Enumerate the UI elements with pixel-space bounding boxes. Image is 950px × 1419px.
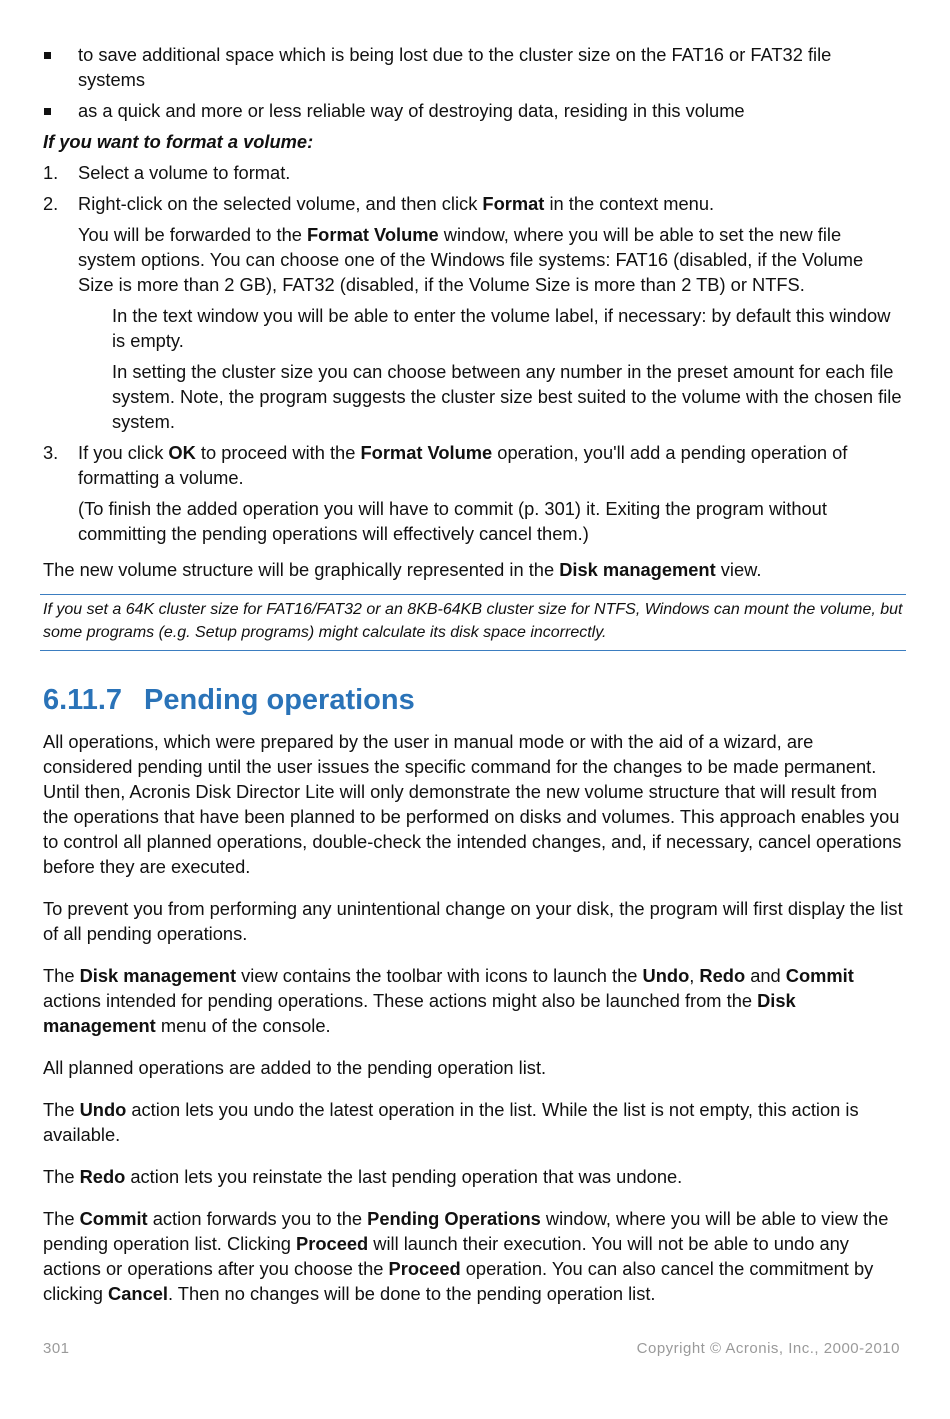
para-text: and bbox=[745, 965, 786, 986]
note-text: window, where you will be able to set the new file system options. You can choose one of the Windows file systems: FAT16 (disabled, if the Volume Size is more than 2 GB), FAT32 (disabled, if the Volume Size is more than 2 TB) or NTFS. bbox=[78, 224, 864, 295]
para-text: operation. You can also cancel the commitment by clicking bbox=[43, 1258, 874, 1304]
paragraph bbox=[43, 1206, 903, 1306]
step-number: 1. bbox=[43, 162, 59, 183]
paragraph: To prevent you from performing any unintentional change on your disk, the program will first display the list of all pending operations. bbox=[43, 898, 903, 944]
para-text: action forwards you to the bbox=[147, 1208, 368, 1229]
ui-term: Proceed bbox=[296, 1233, 369, 1254]
ui-term: Disk management bbox=[559, 559, 716, 580]
ui-term: Disk management bbox=[43, 990, 796, 1036]
page-footer bbox=[43, 1340, 900, 1357]
ui-term: Commit bbox=[785, 965, 854, 986]
para-text: , bbox=[689, 965, 700, 986]
page-number: 301 bbox=[43, 1340, 70, 1357]
step-2-note bbox=[43, 222, 903, 297]
ui-term: Redo bbox=[79, 1166, 126, 1187]
page-content bbox=[43, 42, 903, 1323]
bullet-item bbox=[43, 98, 903, 123]
section-heading bbox=[43, 683, 903, 717]
step-text: Select a volume to format. bbox=[78, 162, 291, 183]
step-text: If you click bbox=[78, 442, 169, 463]
para-text: actions intended for pending operations. These actions might also be launched from the bbox=[43, 990, 758, 1011]
paragraph bbox=[43, 1097, 903, 1147]
square-bullet-icon bbox=[44, 52, 51, 59]
paragraph: All planned operations are added to the pending operation list. bbox=[43, 1057, 547, 1078]
ui-term: Undo bbox=[642, 965, 690, 986]
step-3 bbox=[43, 440, 903, 490]
para-text: view. bbox=[715, 559, 762, 580]
step-text: operation, you'll add a pending operation of formatting a volume. bbox=[78, 442, 848, 488]
para-text: action lets you reinstate the last pending operation that was undone. bbox=[125, 1166, 683, 1187]
note-text: If you set a 64K cluster size for FAT16/FAT32 or an 8KB-64KB cluster size for NTFS, Windows can mount the volume, but some programs (e.g. Setup programs) might calculate its disk space incorrectly. bbox=[43, 601, 903, 641]
ui-term: Commit bbox=[79, 1208, 148, 1229]
bullet-text: as a quick and more or less reliable way of destroying data, residing in this volume bbox=[78, 100, 745, 121]
bullet-text: to save additional space which is being lost due to the cluster size on the FAT16 or FAT32 file systems bbox=[78, 44, 832, 90]
para-text: . Then no changes will be done to the pending operation list. bbox=[167, 1283, 656, 1304]
para-text: menu of the console. bbox=[155, 1015, 331, 1036]
para-text: action lets you undo the latest operation in the list. While the list is not empty, this action is available. bbox=[43, 1099, 859, 1145]
ui-term: Format bbox=[482, 193, 545, 214]
ui-term: Format Volume bbox=[307, 224, 439, 245]
step-2-subnote: In the text window you will be able to enter the volume label, if necessary: by default this window is empty. bbox=[112, 305, 891, 351]
step-2-subnote: In setting the cluster size you can choose between any number in the preset amount for each file system. Note, the program suggests the cluster size best suited to the volume with the chosen file system. bbox=[112, 361, 902, 432]
ui-term: Pending Operations bbox=[367, 1208, 541, 1229]
paragraph: All operations, which were prepared by the user in manual mode or with the aid of a wizard, are considered pending until the user issues the specific command for the changes to be made permanent. Until then, Acronis Disk Director Lite will only demonstrate the new volume structure that will result from the operations that have been planned to be performed on disks and volumes. This approach enables you to control all planned operations, double-check the intended changes, and, if necessary, cancel operations before they are executed. bbox=[43, 731, 902, 877]
step-number: 2. bbox=[43, 193, 59, 214]
ui-term: Redo bbox=[699, 965, 746, 986]
ui-term: Disk management bbox=[79, 965, 237, 986]
para-text: The bbox=[43, 1099, 80, 1120]
ui-term: Format Volume bbox=[360, 442, 493, 463]
para-text: The bbox=[43, 1166, 80, 1187]
para-text: The bbox=[43, 1208, 80, 1229]
para-text: window, where you will be able to view the pending operation list. Clicking bbox=[43, 1208, 889, 1254]
step-text: in the context menu. bbox=[544, 193, 715, 214]
square-bullet-icon bbox=[44, 108, 51, 115]
step-text: to proceed with the bbox=[195, 442, 361, 463]
para-text: The bbox=[43, 965, 80, 986]
paragraph bbox=[43, 963, 903, 1038]
section-title: Pending operations bbox=[144, 684, 415, 716]
ui-term: Undo bbox=[79, 1099, 127, 1120]
para-text: The new volume structure will be graphically represented in the bbox=[43, 559, 560, 580]
step-1 bbox=[43, 160, 903, 185]
ui-term: Cancel bbox=[108, 1283, 168, 1304]
ui-term: OK bbox=[168, 442, 196, 463]
note-text: You will be forwarded to the bbox=[78, 224, 307, 245]
para-text: view contains the toolbar with icons to launch the bbox=[236, 965, 643, 986]
bullet-item bbox=[43, 42, 903, 92]
section-number: 6.11.7 bbox=[43, 684, 123, 716]
step-number: 3. bbox=[43, 442, 59, 463]
step-text: Right-click on the selected volume, and then click bbox=[78, 193, 483, 214]
ui-term: Proceed bbox=[388, 1258, 461, 1279]
note-box bbox=[40, 594, 906, 651]
paragraph bbox=[43, 1164, 903, 1189]
step-3-note: (To finish the added operation you will have to commit (p. 301) it. Exiting the program without committing the pending operations will effectively cancel them.) bbox=[78, 498, 827, 544]
procedure-heading: If you want to format a volume: bbox=[43, 131, 314, 152]
step-2 bbox=[43, 191, 903, 216]
para-text: will launch their execution. You will not be able to undo any actions or operations after you choose the bbox=[43, 1233, 849, 1279]
copyright-notice: Copyright © Acronis, Inc., 2000-2010 bbox=[636, 1340, 900, 1357]
structure-paragraph bbox=[43, 557, 903, 582]
